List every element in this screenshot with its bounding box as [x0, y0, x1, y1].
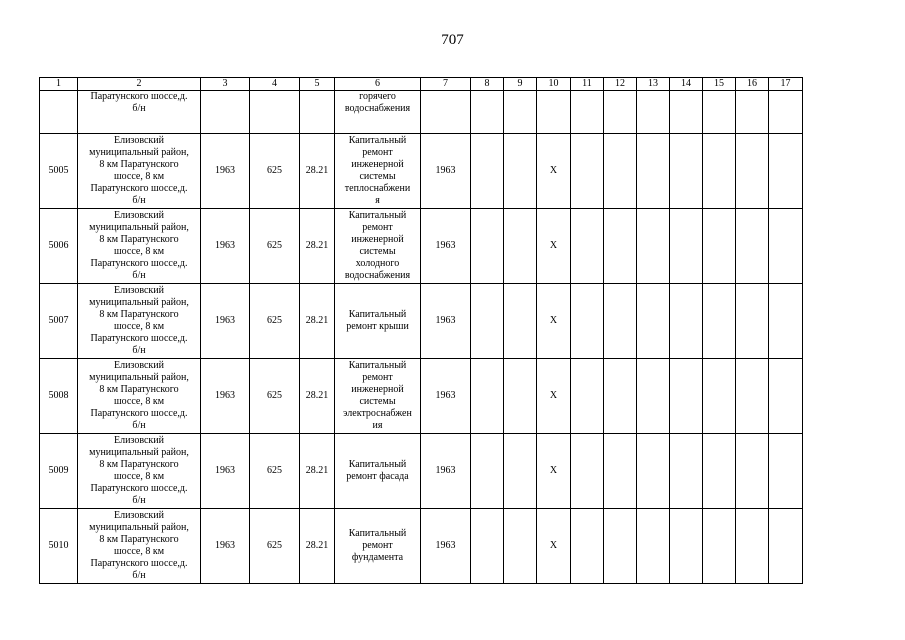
cell — [504, 509, 537, 584]
column-header: 8 — [471, 78, 504, 91]
cell — [703, 434, 736, 509]
column-header: 13 — [637, 78, 670, 91]
table-row — [40, 359, 803, 434]
cell-col4: 625 — [250, 434, 300, 509]
cell — [300, 91, 335, 134]
column-header: 10 — [537, 78, 571, 91]
cell-work: Капитальный ремонт инженерной системы электроснабжен ия — [335, 359, 421, 434]
cell — [703, 359, 736, 434]
column-header: 14 — [670, 78, 703, 91]
table-row — [40, 434, 803, 509]
table-row — [40, 284, 803, 359]
page-number: 707 — [441, 32, 464, 48]
cell-col5: 28.21 — [300, 209, 335, 284]
cell-year: 1963 — [201, 209, 250, 284]
cell-col5: 28.21 — [300, 284, 335, 359]
cell-col10: X — [537, 209, 571, 284]
table-row — [40, 209, 803, 284]
table-row — [40, 134, 803, 209]
cell-work: Капитальный ремонт фундамента — [335, 509, 421, 584]
cell-year: 1963 — [201, 284, 250, 359]
cell-address: Елизовский муниципальный район, 8 км Паратунского шоссе, 8 км Паратунского шоссе,д. б/н — [78, 284, 201, 359]
cell — [637, 91, 670, 134]
cell-num: 5008 — [40, 359, 78, 434]
cell — [604, 509, 637, 584]
cell — [769, 91, 803, 134]
column-header: 7 — [421, 78, 471, 91]
cell-work: Капитальный ремонт фасада — [335, 434, 421, 509]
column-header: 5 — [300, 78, 335, 91]
cell-work: Капитальный ремонт инженерной системы теплоснабжени я — [335, 134, 421, 209]
cell — [571, 209, 604, 284]
cell — [504, 91, 537, 134]
cell-col4: 625 — [250, 134, 300, 209]
cell — [421, 91, 471, 134]
column-header: 6 — [335, 78, 421, 91]
cell — [637, 284, 670, 359]
cell-col7: 1963 — [421, 284, 471, 359]
cell — [504, 284, 537, 359]
cell-col10: X — [537, 434, 571, 509]
cell-address: Елизовский муниципальный район, 8 км Паратунского шоссе, 8 км Паратунского шоссе,д. б/н — [78, 134, 201, 209]
cell — [736, 359, 769, 434]
cell — [670, 359, 703, 434]
cell-num: 5007 — [40, 284, 78, 359]
cell-col5: 28.21 — [300, 134, 335, 209]
cell-num — [40, 91, 78, 134]
table-row — [40, 509, 803, 584]
cell — [670, 509, 703, 584]
cell — [769, 359, 803, 434]
column-header: 11 — [571, 78, 604, 91]
cell — [471, 359, 504, 434]
cell — [670, 134, 703, 209]
cell — [604, 134, 637, 209]
cell — [637, 434, 670, 509]
cell — [604, 359, 637, 434]
cell — [571, 284, 604, 359]
cell — [769, 284, 803, 359]
cell-col7: 1963 — [421, 359, 471, 434]
column-header: 9 — [504, 78, 537, 91]
cell — [736, 91, 769, 134]
cell-address: Елизовский муниципальный район, 8 км Паратунского шоссе, 8 км Паратунского шоссе,д. б/н — [78, 209, 201, 284]
cell — [736, 284, 769, 359]
column-header: 17 — [769, 78, 803, 91]
cell — [604, 284, 637, 359]
cell — [571, 434, 604, 509]
cell — [604, 209, 637, 284]
cell — [637, 509, 670, 584]
cell-col7: 1963 — [421, 134, 471, 209]
cell-work: Капитальный ремонт инженерной системы холодного водоснабжения — [335, 209, 421, 284]
cell-col4: 625 — [250, 509, 300, 584]
cell-num: 5006 — [40, 209, 78, 284]
cell — [670, 209, 703, 284]
cell — [703, 91, 736, 134]
cell — [504, 434, 537, 509]
cell — [471, 284, 504, 359]
column-header: 12 — [604, 78, 637, 91]
cell — [537, 91, 571, 134]
column-header: 3 — [201, 78, 250, 91]
column-header: 15 — [703, 78, 736, 91]
cell — [736, 509, 769, 584]
cell-col5: 28.21 — [300, 509, 335, 584]
column-header: 1 — [40, 78, 78, 91]
cell — [703, 509, 736, 584]
column-header: 16 — [736, 78, 769, 91]
cell — [571, 134, 604, 209]
register-table — [39, 77, 803, 584]
cell — [250, 91, 300, 134]
cell — [769, 509, 803, 584]
cell-address: Елизовский муниципальный район, 8 км Паратунского шоссе, 8 км Паратунского шоссе,д. б/н — [78, 359, 201, 434]
cell — [703, 134, 736, 209]
cell-work: горячего водоснабжения — [335, 91, 421, 134]
cell — [504, 209, 537, 284]
cell-year: 1963 — [201, 434, 250, 509]
cell-col10: X — [537, 359, 571, 434]
column-header: 2 — [78, 78, 201, 91]
cell-col4: 625 — [250, 359, 300, 434]
cell — [504, 359, 537, 434]
cell — [703, 209, 736, 284]
cell — [471, 134, 504, 209]
cell — [201, 91, 250, 134]
cell-col10: X — [537, 134, 571, 209]
cell — [604, 91, 637, 134]
cell-col5: 28.21 — [300, 359, 335, 434]
cell-address: Елизовский муниципальный район, 8 км Паратунского шоссе, 8 км Паратунского шоссе,д. б/н — [78, 509, 201, 584]
cell — [769, 134, 803, 209]
cell — [504, 134, 537, 209]
cell-year: 1963 — [201, 509, 250, 584]
cell-address: Паратунского шоссе,д. б/н — [78, 91, 201, 134]
cell-col7: 1963 — [421, 209, 471, 284]
cell — [571, 359, 604, 434]
cell-work: Капитальный ремонт крыши — [335, 284, 421, 359]
cell — [670, 284, 703, 359]
cell — [471, 509, 504, 584]
cell-address: Елизовский муниципальный район, 8 км Паратунского шоссе, 8 км Паратунского шоссе,д. б/н — [78, 434, 201, 509]
cell-col10: X — [537, 509, 571, 584]
cell-col7: 1963 — [421, 509, 471, 584]
cell — [637, 134, 670, 209]
cell-col4: 625 — [250, 284, 300, 359]
cell — [637, 209, 670, 284]
cell — [471, 434, 504, 509]
cell-year: 1963 — [201, 359, 250, 434]
cell — [471, 209, 504, 284]
cell — [670, 91, 703, 134]
cell — [703, 284, 736, 359]
cell-num: 5009 — [40, 434, 78, 509]
cell — [769, 209, 803, 284]
cell-num: 5005 — [40, 134, 78, 209]
cell — [736, 209, 769, 284]
cell-col4: 625 — [250, 209, 300, 284]
cell-year: 1963 — [201, 134, 250, 209]
cell-num: 5010 — [40, 509, 78, 584]
cell — [604, 434, 637, 509]
cell-col7: 1963 — [421, 434, 471, 509]
continuation-row — [40, 91, 803, 134]
cell — [571, 509, 604, 584]
column-number-row — [40, 78, 803, 91]
cell — [736, 134, 769, 209]
column-header: 4 — [250, 78, 300, 91]
cell — [670, 434, 703, 509]
cell — [571, 91, 604, 134]
cell — [736, 434, 769, 509]
cell-col5: 28.21 — [300, 434, 335, 509]
cell-col10: X — [537, 284, 571, 359]
cell — [471, 91, 504, 134]
cell — [637, 359, 670, 434]
cell — [769, 434, 803, 509]
